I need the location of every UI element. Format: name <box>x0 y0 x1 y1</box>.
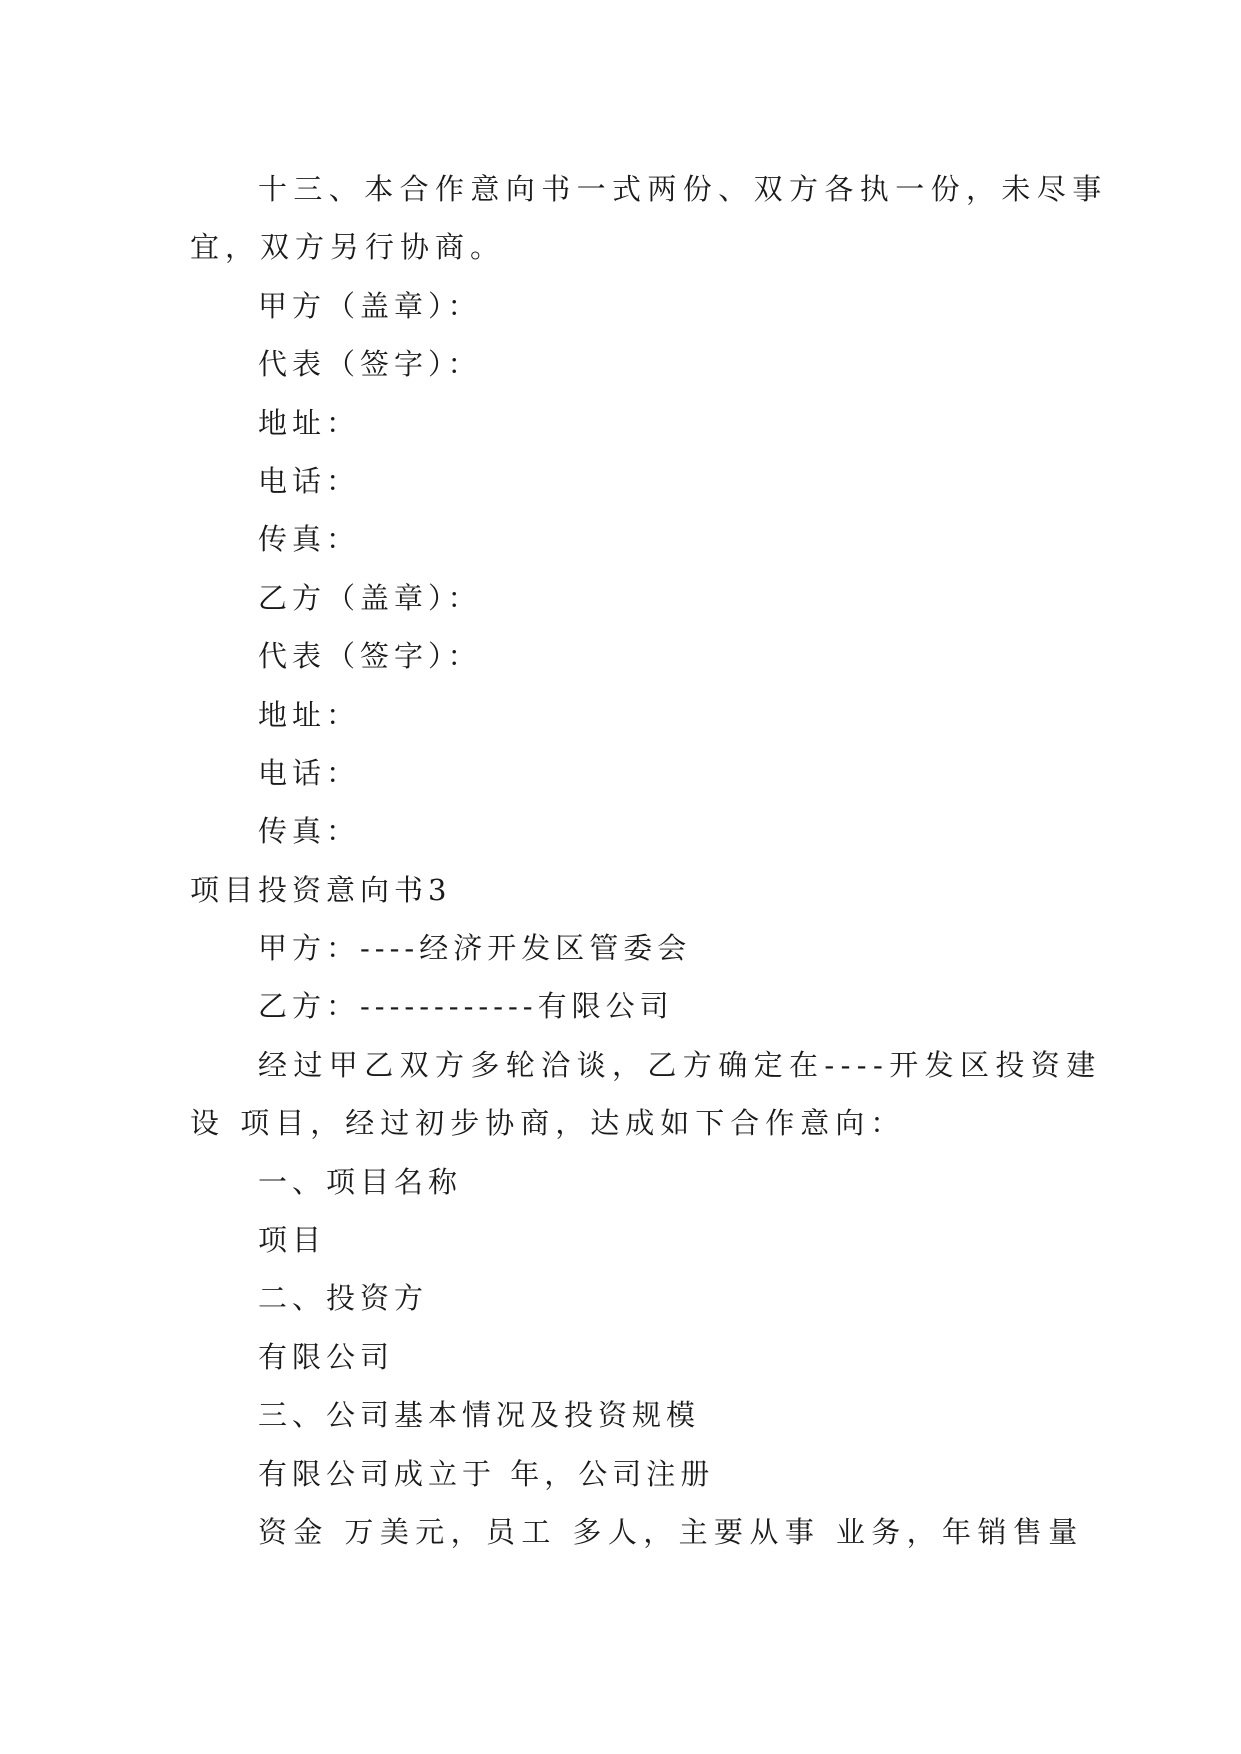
item-1-title: 一、项目名称 <box>258 1164 463 1199</box>
party-b-name: 乙方：------------有限公司 <box>258 989 674 1024</box>
party-b-seal-label: 乙方（盖章）： <box>258 580 482 615</box>
item-3-title: 三、公司基本情况及投资规模 <box>258 1398 701 1433</box>
party-a-representative-label: 代表（签字）： <box>258 347 482 382</box>
party-b-address-label: 地址： <box>258 697 361 732</box>
intro-paragraph-line-2: 设 项目，经过初步协商，达成如下合作意向： <box>190 1106 906 1141</box>
party-a-phone-label: 电话： <box>258 463 361 498</box>
document-body <box>190 160 1108 1561</box>
section-heading: 项目投资意向书3 <box>190 872 452 907</box>
item-2-title: 二、投资方 <box>258 1281 429 1316</box>
item-3-content-line-2: 资金 万美元，员工 多人，主要从事 业务，年销售量 <box>258 1514 1084 1549</box>
party-b-fax-label: 传真： <box>258 814 361 849</box>
party-b-phone-label: 电话： <box>258 755 361 790</box>
paragraph-13-line-1: 十三、本合作意向书一式两份、双方各执一份，未尽事 <box>258 172 1108 206</box>
intro-paragraph-line-1: 经过甲乙双方多轮洽谈，乙方确定在----开发区投资建 <box>258 1047 1102 1082</box>
item-2-content: 有限公司 <box>258 1339 395 1374</box>
party-b-representative-label: 代表（签字）： <box>258 639 482 674</box>
party-a-name: 甲方：----经济开发区管委会 <box>258 931 692 966</box>
party-a-fax-label: 传真： <box>258 522 361 557</box>
item-3-content-line-1: 有限公司成立于 年，公司注册 <box>258 1456 715 1491</box>
party-a-address-label: 地址： <box>258 405 361 440</box>
item-1-content: 项目 <box>258 1223 327 1258</box>
party-a-seal-label: 甲方（盖章）： <box>258 288 482 323</box>
paragraph-13-line-2: 宜，双方另行协商。 <box>190 230 506 265</box>
